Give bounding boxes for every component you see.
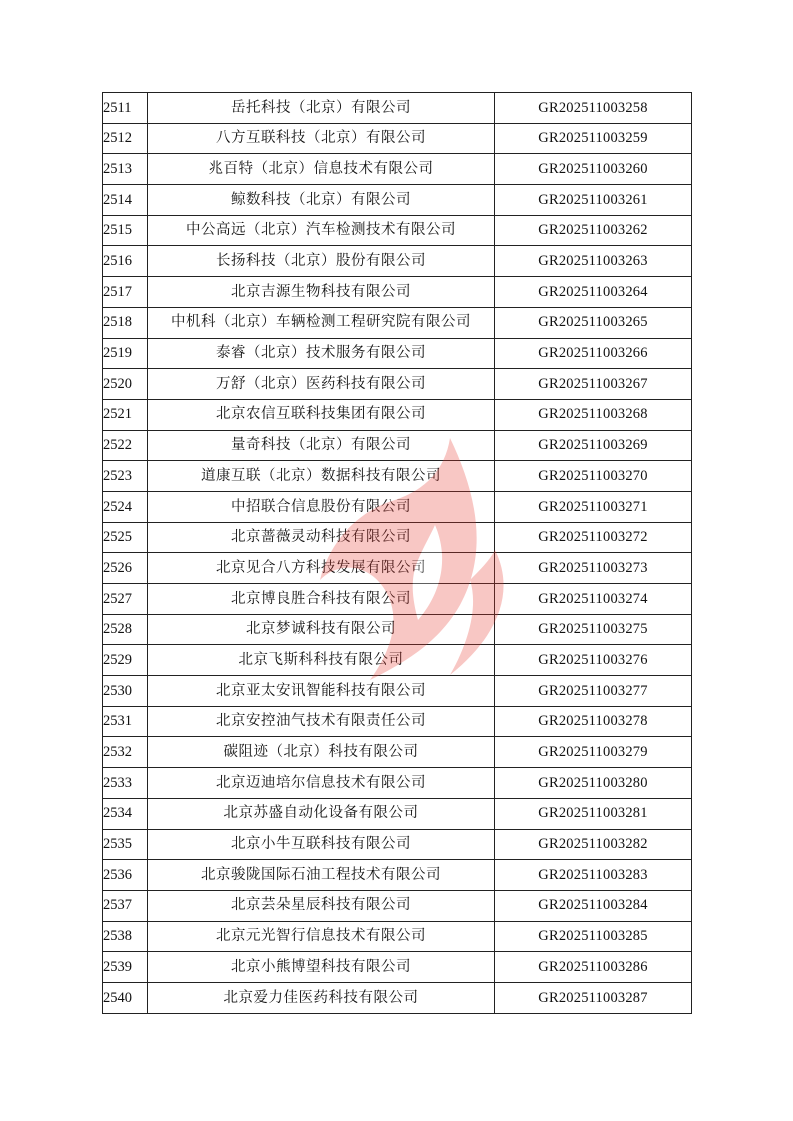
table-row	[103, 645, 692, 676]
certificate-code: GR202511003259	[495, 123, 692, 154]
row-number: 2533	[103, 768, 148, 799]
row-number: 2528	[103, 614, 148, 645]
certificate-code: GR202511003263	[495, 246, 692, 277]
certificate-code: GR202511003266	[495, 338, 692, 369]
company-name: 北京吉源生物科技有限公司	[148, 277, 495, 308]
row-number: 2531	[103, 706, 148, 737]
table-row	[103, 614, 692, 645]
company-name: 万舒（北京）医药科技有限公司	[148, 369, 495, 400]
company-name: 北京小牛互联科技有限公司	[148, 829, 495, 860]
table-row	[103, 952, 692, 983]
company-name: 碳阻迹（北京）科技有限公司	[148, 737, 495, 768]
certificate-code: GR202511003260	[495, 154, 692, 185]
certificate-code: GR202511003275	[495, 614, 692, 645]
table-row	[103, 277, 692, 308]
table-row	[103, 798, 692, 829]
row-number: 2513	[103, 154, 148, 185]
certificate-code: GR202511003264	[495, 277, 692, 308]
certificate-code: GR202511003265	[495, 307, 692, 338]
certificate-code: GR202511003284	[495, 890, 692, 921]
company-name: 兆百特（北京）信息技术有限公司	[148, 154, 495, 185]
row-number: 2526	[103, 553, 148, 584]
certificate-code: GR202511003258	[495, 93, 692, 124]
row-number: 2518	[103, 307, 148, 338]
certificate-code: GR202511003279	[495, 737, 692, 768]
table-row	[103, 982, 692, 1013]
certificate-code: GR202511003283	[495, 860, 692, 891]
table-row	[103, 737, 692, 768]
row-number: 2517	[103, 277, 148, 308]
company-name: 中招联合信息股份有限公司	[148, 491, 495, 522]
certificate-code: GR202511003281	[495, 798, 692, 829]
row-number: 2525	[103, 522, 148, 553]
company-name: 量奇科技（北京）有限公司	[148, 430, 495, 461]
table-row	[103, 246, 692, 277]
table-row	[103, 154, 692, 185]
row-number: 2534	[103, 798, 148, 829]
table-row	[103, 307, 692, 338]
company-name: 北京骏陇国际石油工程技术有限公司	[148, 860, 495, 891]
company-name: 北京亚太安讯智能科技有限公司	[148, 676, 495, 707]
row-number: 2539	[103, 952, 148, 983]
company-name: 北京农信互联科技集团有限公司	[148, 399, 495, 430]
certificate-code: GR202511003267	[495, 369, 692, 400]
row-number: 2532	[103, 737, 148, 768]
table-row	[103, 123, 692, 154]
table-row	[103, 921, 692, 952]
row-number: 2516	[103, 246, 148, 277]
certificate-code: GR202511003271	[495, 491, 692, 522]
table-row	[103, 829, 692, 860]
table-row	[103, 430, 692, 461]
company-name: 泰睿（北京）技术服务有限公司	[148, 338, 495, 369]
certificate-code: GR202511003280	[495, 768, 692, 799]
company-name: 北京芸朵星辰科技有限公司	[148, 890, 495, 921]
table-row	[103, 185, 692, 216]
row-number: 2524	[103, 491, 148, 522]
row-number: 2511	[103, 93, 148, 124]
table-body	[103, 93, 692, 1014]
company-name: 北京梦诚科技有限公司	[148, 614, 495, 645]
certificate-code: GR202511003262	[495, 215, 692, 246]
row-number: 2535	[103, 829, 148, 860]
company-name: 长扬科技（北京）股份有限公司	[148, 246, 495, 277]
table-row	[103, 860, 692, 891]
row-number: 2521	[103, 399, 148, 430]
row-number: 2520	[103, 369, 148, 400]
certificate-code: GR202511003282	[495, 829, 692, 860]
table-row	[103, 522, 692, 553]
row-number: 2529	[103, 645, 148, 676]
table-row	[103, 461, 692, 492]
table-row	[103, 491, 692, 522]
certificate-code: GR202511003261	[495, 185, 692, 216]
company-name: 北京元光智行信息技术有限公司	[148, 921, 495, 952]
company-name: 北京安控油气技术有限责任公司	[148, 706, 495, 737]
row-number: 2522	[103, 430, 148, 461]
certificate-code: GR202511003285	[495, 921, 692, 952]
company-name: 北京飞斯科科技有限公司	[148, 645, 495, 676]
company-name: 北京爱力佳医药科技有限公司	[148, 982, 495, 1013]
row-number: 2523	[103, 461, 148, 492]
company-name: 八方互联科技（北京）有限公司	[148, 123, 495, 154]
table-row	[103, 215, 692, 246]
row-number: 2540	[103, 982, 148, 1013]
company-name: 北京苏盛自动化设备有限公司	[148, 798, 495, 829]
company-name: 道康互联（北京）数据科技有限公司	[148, 461, 495, 492]
certificate-code: GR202511003277	[495, 676, 692, 707]
company-name: 北京小熊博望科技有限公司	[148, 952, 495, 983]
row-number: 2537	[103, 890, 148, 921]
company-certificate-table	[102, 92, 692, 1014]
table-row	[103, 369, 692, 400]
table-row	[103, 890, 692, 921]
certificate-code: GR202511003286	[495, 952, 692, 983]
certificate-code: GR202511003272	[495, 522, 692, 553]
table-row	[103, 553, 692, 584]
company-name: 鲸数科技（北京）有限公司	[148, 185, 495, 216]
company-name: 北京蔷薇灵动科技有限公司	[148, 522, 495, 553]
table-row	[103, 676, 692, 707]
certificate-code: GR202511003268	[495, 399, 692, 430]
company-name: 中机科（北京）车辆检测工程研究院有限公司	[148, 307, 495, 338]
table-row	[103, 706, 692, 737]
row-number: 2519	[103, 338, 148, 369]
certificate-code: GR202511003273	[495, 553, 692, 584]
company-name: 中公高远（北京）汽车检测技术有限公司	[148, 215, 495, 246]
row-number: 2538	[103, 921, 148, 952]
certificate-code: GR202511003274	[495, 584, 692, 615]
certificate-code: GR202511003269	[495, 430, 692, 461]
company-name: 北京博良胜合科技有限公司	[148, 584, 495, 615]
row-number: 2512	[103, 123, 148, 154]
certificate-code: GR202511003276	[495, 645, 692, 676]
table-row	[103, 338, 692, 369]
table-row	[103, 93, 692, 124]
company-name: 北京见合八方科技发展有限公司	[148, 553, 495, 584]
certificate-code: GR202511003270	[495, 461, 692, 492]
company-name: 北京迈迪培尔信息技术有限公司	[148, 768, 495, 799]
row-number: 2536	[103, 860, 148, 891]
row-number: 2530	[103, 676, 148, 707]
row-number: 2515	[103, 215, 148, 246]
row-number: 2514	[103, 185, 148, 216]
table-row	[103, 584, 692, 615]
certificate-code: GR202511003278	[495, 706, 692, 737]
company-name: 岳托科技（北京）有限公司	[148, 93, 495, 124]
table-row	[103, 768, 692, 799]
certificate-code: GR202511003287	[495, 982, 692, 1013]
row-number: 2527	[103, 584, 148, 615]
table-row	[103, 399, 692, 430]
